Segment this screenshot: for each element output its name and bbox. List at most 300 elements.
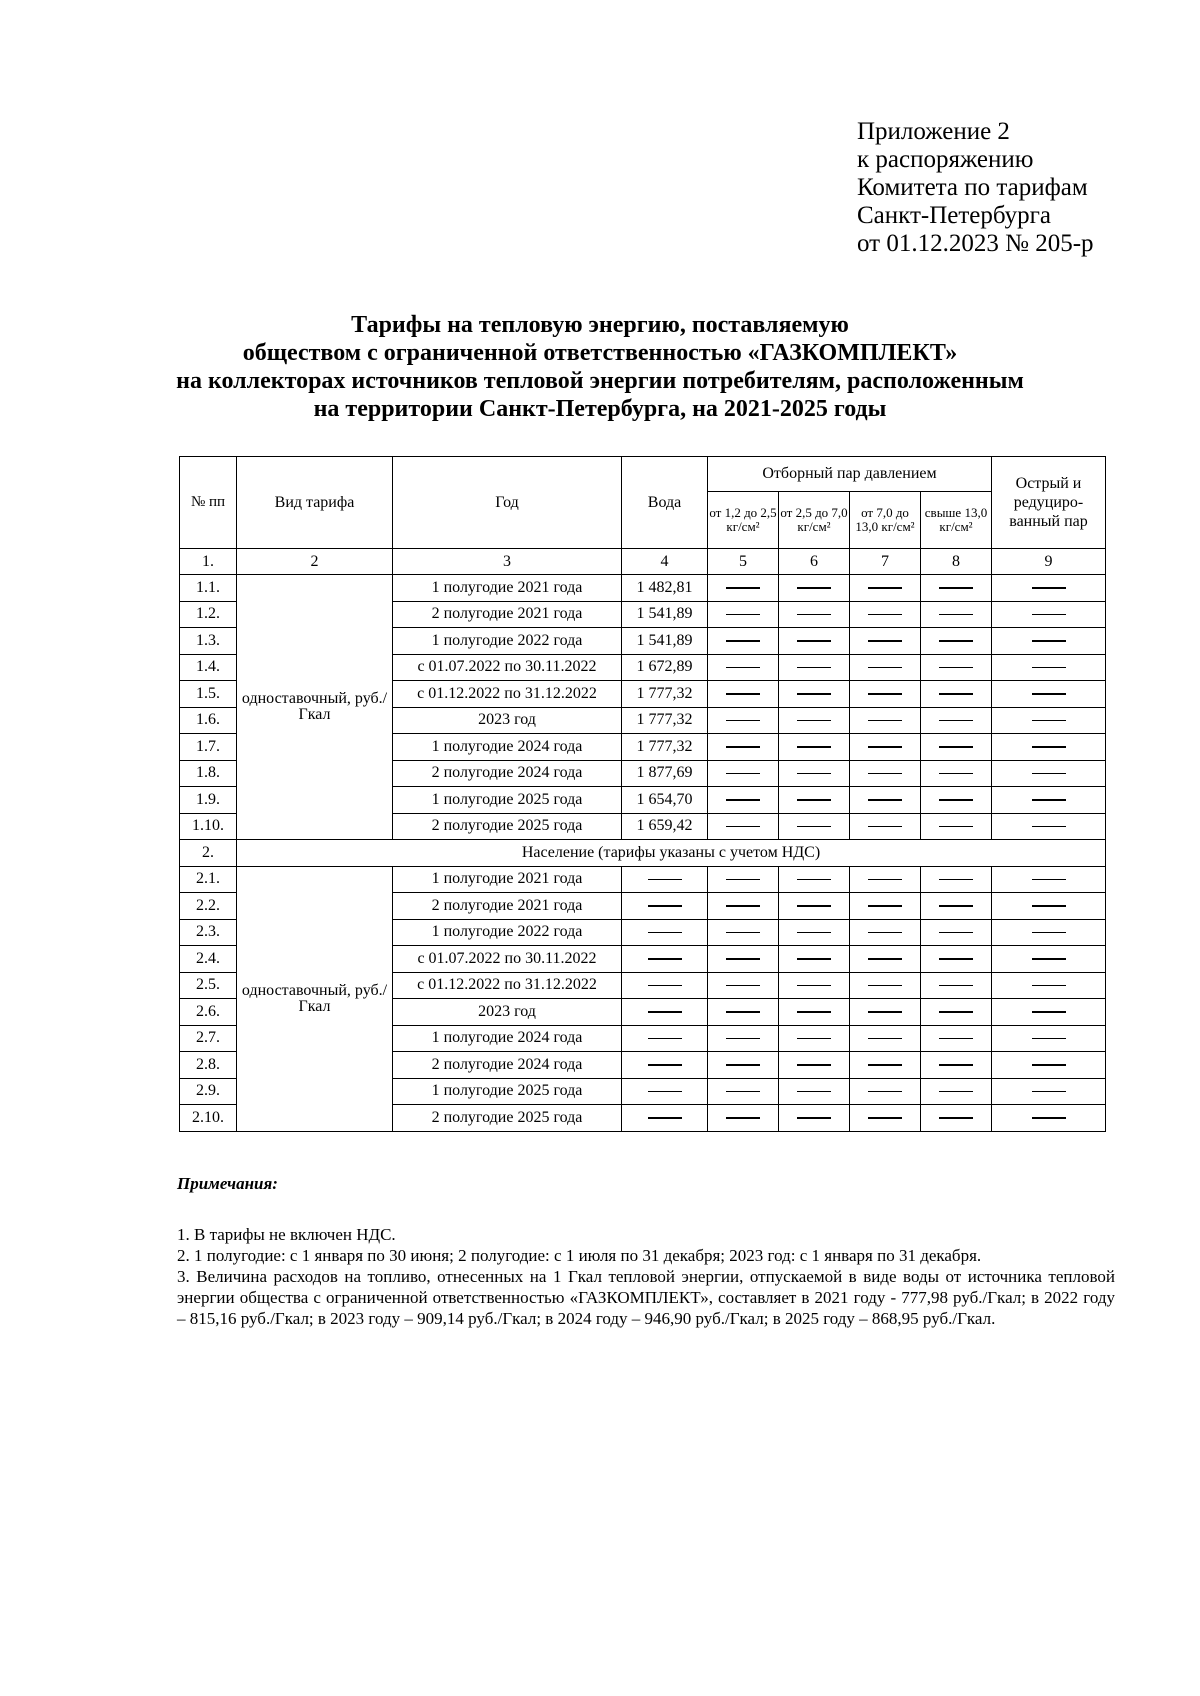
header-pressure-3: от 7,0 до 13,0 кг/см² [850, 492, 921, 549]
column-index-cell: 5 [708, 549, 779, 575]
empty-value-cell [850, 681, 921, 708]
dash-mark [726, 1091, 760, 1093]
dash-mark [939, 826, 973, 828]
empty-value-cell [779, 707, 850, 734]
dash-mark [648, 1117, 682, 1119]
dash-mark [868, 1117, 902, 1119]
dash-mark [1032, 587, 1066, 589]
dash-mark [939, 746, 973, 748]
empty-value-cell [779, 893, 850, 920]
empty-value-cell [708, 760, 779, 787]
empty-value-cell [708, 575, 779, 602]
dash-mark [648, 958, 682, 960]
empty-value-cell [779, 999, 850, 1026]
row-number-cell: 1.10. [180, 813, 237, 840]
empty-value-cell [921, 681, 992, 708]
period-cell: с 01.12.2022 по 31.12.2022 [393, 681, 622, 708]
empty-value-cell [708, 999, 779, 1026]
header-year: Год [393, 457, 622, 549]
empty-value-cell [992, 1025, 1106, 1052]
dash-mark [726, 614, 760, 616]
empty-value-cell [708, 893, 779, 920]
dash-mark [726, 640, 760, 642]
empty-value-cell [921, 601, 992, 628]
dash-mark [1032, 1117, 1066, 1119]
empty-value-cell [850, 628, 921, 655]
empty-value-cell [992, 866, 1106, 893]
row-number-cell: 1.5. [180, 681, 237, 708]
dash-mark [726, 1117, 760, 1119]
dash-mark [797, 1038, 831, 1040]
empty-value-cell [779, 1105, 850, 1132]
dash-mark [1032, 1064, 1066, 1066]
dash-mark [868, 1011, 902, 1013]
empty-value-cell [708, 919, 779, 946]
dash-mark [648, 1091, 682, 1093]
dash-mark [797, 587, 831, 589]
dash-mark [726, 1011, 760, 1013]
period-cell: 1 полугодие 2025 года [393, 787, 622, 814]
row-number-cell: 1.9. [180, 787, 237, 814]
dash-mark [797, 640, 831, 642]
empty-value-cell [850, 919, 921, 946]
empty-value-cell [779, 654, 850, 681]
dash-mark [868, 879, 902, 881]
dash-mark [1032, 1091, 1066, 1093]
empty-value-cell [622, 972, 708, 999]
row-number-cell: 2.1. [180, 866, 237, 893]
empty-value-cell [850, 1078, 921, 1105]
dash-mark [868, 799, 902, 801]
dash-mark [939, 799, 973, 801]
section-label-cell: Население (тарифы указаны с учетом НДС) [237, 840, 1106, 867]
dash-mark [726, 985, 760, 987]
period-cell: 1 полугодие 2024 года [393, 734, 622, 761]
period-cell: с 01.07.2022 по 30.11.2022 [393, 946, 622, 973]
empty-value-cell [850, 1025, 921, 1052]
header-num: № пп [180, 457, 237, 549]
dash-mark [939, 1091, 973, 1093]
title-line: на коллекторах источников тепловой энергии потребителям, расположенным [176, 368, 1024, 394]
column-index-cell: 7 [850, 549, 921, 575]
empty-value-cell [850, 866, 921, 893]
empty-value-cell [708, 734, 779, 761]
period-cell: 2 полугодие 2021 года [393, 601, 622, 628]
dash-mark [939, 1117, 973, 1119]
empty-value-cell [921, 1078, 992, 1105]
dash-mark [726, 667, 760, 669]
dash-mark [868, 746, 902, 748]
dash-mark [939, 773, 973, 775]
empty-value-cell [850, 946, 921, 973]
row-number-cell: 1.1. [180, 575, 237, 602]
empty-value-cell [779, 919, 850, 946]
header-pressure-1: от 1,2 до 2,5 кг/см² [708, 492, 779, 549]
empty-value-cell [622, 866, 708, 893]
period-cell: 2 полугодие 2025 года [393, 813, 622, 840]
dash-mark [939, 587, 973, 589]
empty-value-cell [779, 575, 850, 602]
notes-section [177, 1173, 1115, 1329]
dash-mark [1032, 773, 1066, 775]
dash-mark [868, 826, 902, 828]
empty-value-cell [992, 601, 1106, 628]
dash-mark [1032, 879, 1066, 881]
empty-value-cell [992, 760, 1106, 787]
empty-value-cell [708, 654, 779, 681]
column-index-cell: 4 [622, 549, 708, 575]
empty-value-cell [779, 734, 850, 761]
annex-line: Санкт-Петербурга [857, 202, 1052, 229]
dash-mark [797, 932, 831, 934]
dash-mark [726, 720, 760, 722]
empty-value-cell [921, 1105, 992, 1132]
dash-mark [797, 1117, 831, 1119]
dash-mark [868, 958, 902, 960]
empty-value-cell [708, 1078, 779, 1105]
dash-mark [1032, 799, 1066, 801]
dash-mark [726, 932, 760, 934]
section-row [180, 840, 1106, 867]
empty-value-cell [921, 919, 992, 946]
annex-block [857, 118, 1094, 258]
dash-mark [797, 985, 831, 987]
empty-value-cell [850, 601, 921, 628]
column-index-cell: 2 [237, 549, 393, 575]
column-index-row [180, 549, 1106, 575]
dash-mark [939, 614, 973, 616]
dash-mark [868, 640, 902, 642]
dash-mark [939, 879, 973, 881]
period-cell: 1 полугодие 2022 года [393, 628, 622, 655]
dash-mark [939, 640, 973, 642]
title-line: обществом с ограниченной ответственностью «ГАЗКОМПЛЕКТ» [242, 340, 958, 366]
column-index-cell: 9 [992, 549, 1106, 575]
dash-mark [868, 720, 902, 722]
dash-mark [868, 1091, 902, 1093]
dash-mark [648, 1011, 682, 1013]
annex-line: Комитета по тарифам [857, 174, 1088, 201]
empty-value-cell [622, 919, 708, 946]
empty-value-cell [779, 1025, 850, 1052]
dash-mark [648, 1064, 682, 1066]
empty-value-cell [850, 787, 921, 814]
row-number-cell: 2.9. [180, 1078, 237, 1105]
column-index-cell: 1. [180, 549, 237, 575]
empty-value-cell [708, 866, 779, 893]
dash-mark [797, 1091, 831, 1093]
document-title [150, 311, 1050, 423]
dash-mark [1032, 1038, 1066, 1040]
period-cell: 1 полугодие 2025 года [393, 1078, 622, 1105]
empty-value-cell [708, 787, 779, 814]
water-tariff-cell: 1 777,32 [622, 734, 708, 761]
row-number-cell: 2.10. [180, 1105, 237, 1132]
dash-mark [939, 958, 973, 960]
dash-mark [1032, 640, 1066, 642]
period-cell: с 01.07.2022 по 30.11.2022 [393, 654, 622, 681]
empty-value-cell [708, 681, 779, 708]
dash-mark [1032, 905, 1066, 907]
empty-value-cell [992, 919, 1106, 946]
empty-value-cell [921, 787, 992, 814]
column-index-cell: 6 [779, 549, 850, 575]
empty-value-cell [921, 1052, 992, 1079]
dash-mark [1032, 693, 1066, 695]
water-tariff-cell: 1 877,69 [622, 760, 708, 787]
period-cell: 2 полугодие 2024 года [393, 760, 622, 787]
dash-mark [1032, 614, 1066, 616]
empty-value-cell [779, 972, 850, 999]
water-tariff-cell: 1 777,32 [622, 681, 708, 708]
empty-value-cell [921, 813, 992, 840]
empty-value-cell [992, 946, 1106, 973]
row-number-cell: 2.4. [180, 946, 237, 973]
dash-mark [1032, 826, 1066, 828]
empty-value-cell [921, 999, 992, 1026]
row-number-cell: 1.4. [180, 654, 237, 681]
water-tariff-cell: 1 541,89 [622, 628, 708, 655]
dash-mark [939, 932, 973, 934]
dash-mark [797, 879, 831, 881]
dash-mark [868, 667, 902, 669]
empty-value-cell [708, 1025, 779, 1052]
dash-mark [868, 587, 902, 589]
tariff-table [179, 456, 1106, 1132]
table-row [180, 866, 1106, 893]
note-item: 1. В тарифы не включен НДС. [177, 1225, 396, 1244]
empty-value-cell [708, 1052, 779, 1079]
dash-mark [648, 879, 682, 881]
header-tariff-kind: Вид тарифа [237, 457, 393, 549]
empty-value-cell [921, 707, 992, 734]
empty-value-cell [779, 946, 850, 973]
dash-mark [939, 985, 973, 987]
empty-value-cell [708, 628, 779, 655]
dash-mark [797, 905, 831, 907]
dash-mark [797, 773, 831, 775]
header-pressure-2: от 2,5 до 7,0 кг/см² [779, 492, 850, 549]
dash-mark [868, 905, 902, 907]
annex-line: Приложение 2 [857, 118, 1010, 145]
period-cell: 1 полугодие 2021 года [393, 866, 622, 893]
row-number-cell: 1.7. [180, 734, 237, 761]
empty-value-cell [992, 734, 1106, 761]
dash-mark [1032, 720, 1066, 722]
dash-mark [726, 587, 760, 589]
empty-value-cell [921, 893, 992, 920]
empty-value-cell [779, 866, 850, 893]
dash-mark [726, 773, 760, 775]
empty-value-cell [622, 1052, 708, 1079]
dash-mark [797, 614, 831, 616]
row-number-cell: 2.3. [180, 919, 237, 946]
empty-value-cell [850, 1052, 921, 1079]
dash-mark [726, 799, 760, 801]
dash-mark [1032, 1011, 1066, 1013]
empty-value-cell [779, 1078, 850, 1105]
dash-mark [797, 667, 831, 669]
title-line: на территории Санкт-Петербурга, на 2021-2025 годы [313, 396, 887, 422]
dash-mark [939, 1011, 973, 1013]
dash-mark [797, 958, 831, 960]
empty-value-cell [992, 999, 1106, 1026]
dash-mark [648, 932, 682, 934]
empty-value-cell [708, 707, 779, 734]
water-tariff-cell: 1 482,81 [622, 575, 708, 602]
tariff-kind-cell: одноставочный, руб./Гкал [237, 866, 393, 1131]
dash-mark [868, 985, 902, 987]
water-tariff-cell: 1 659,42 [622, 813, 708, 840]
empty-value-cell [921, 628, 992, 655]
row-number-cell: 2.5. [180, 972, 237, 999]
dash-mark [648, 1038, 682, 1040]
notes-heading: Примечания: [177, 1174, 278, 1193]
empty-value-cell [622, 1078, 708, 1105]
dash-mark [797, 746, 831, 748]
empty-value-cell [779, 1052, 850, 1079]
empty-value-cell [921, 734, 992, 761]
empty-value-cell [850, 575, 921, 602]
dash-mark [939, 1064, 973, 1066]
empty-value-cell [622, 1025, 708, 1052]
dash-mark [726, 879, 760, 881]
header-water: Вода [622, 457, 708, 549]
row-number-cell: 2.8. [180, 1052, 237, 1079]
empty-value-cell [992, 707, 1106, 734]
note-item: 2. 1 полугодие: с 1 января по 30 июня; 2 полугодие: с 1 июля по 31 декабря; 2023 год: с 1 января по 31 декабря. [177, 1246, 982, 1265]
water-tariff-cell: 1 541,89 [622, 601, 708, 628]
empty-value-cell [992, 575, 1106, 602]
empty-value-cell [850, 893, 921, 920]
dash-mark [1032, 667, 1066, 669]
empty-value-cell [992, 628, 1106, 655]
dash-mark [797, 1011, 831, 1013]
period-cell: 2 полугодие 2025 года [393, 1105, 622, 1132]
period-cell: 1 полугодие 2024 года [393, 1025, 622, 1052]
empty-value-cell [708, 972, 779, 999]
empty-value-cell [708, 813, 779, 840]
row-number-cell: 1.8. [180, 760, 237, 787]
dash-mark [726, 693, 760, 695]
dash-mark [868, 1038, 902, 1040]
header-sharp-steam: Острый и редуциро-ванный пар [992, 457, 1106, 549]
section-number-cell: 2. [180, 840, 237, 867]
title-line: Тарифы на тепловую энергию, поставляемую [351, 312, 849, 338]
column-index-cell: 8 [921, 549, 992, 575]
dash-mark [868, 773, 902, 775]
dash-mark [726, 1064, 760, 1066]
note-item: 3. Величина расходов на топливо, отнесенных на 1 Гкал тепловой энергии, отпускаемой в виде воды от источника тепловой энергии общества с ограниченной ответственностью «ГАЗКОМПЛЕКТ», составляет в 2021 году - 777,98 руб./Гкал; в 2022 году – 815,16 руб./Гкал; в 2023 году – 909,14 руб./Гкал; в 2024 году – 946,90 руб./Гкал; в 2025 году – 868,95 руб./Гкал. [177, 1267, 1115, 1328]
dash-mark [868, 614, 902, 616]
empty-value-cell [708, 946, 779, 973]
dash-mark [868, 693, 902, 695]
period-cell: 2023 год [393, 707, 622, 734]
dash-mark [726, 826, 760, 828]
dash-mark [797, 799, 831, 801]
empty-value-cell [850, 1105, 921, 1132]
tariff-kind-cell: одноставочный, руб./Гкал [237, 575, 393, 840]
water-tariff-cell: 1 777,32 [622, 707, 708, 734]
dash-mark [868, 932, 902, 934]
empty-value-cell [992, 1078, 1106, 1105]
empty-value-cell [622, 946, 708, 973]
empty-value-cell [622, 893, 708, 920]
empty-value-cell [992, 654, 1106, 681]
dash-mark [726, 1038, 760, 1040]
empty-value-cell [622, 1105, 708, 1132]
period-cell: 1 полугодие 2022 года [393, 919, 622, 946]
empty-value-cell [850, 760, 921, 787]
empty-value-cell [850, 654, 921, 681]
empty-value-cell [850, 734, 921, 761]
table-row [180, 575, 1106, 602]
empty-value-cell [992, 681, 1106, 708]
dash-mark [648, 985, 682, 987]
row-number-cell: 2.7. [180, 1025, 237, 1052]
row-number-cell: 1.2. [180, 601, 237, 628]
dash-mark [726, 746, 760, 748]
dash-mark [1032, 746, 1066, 748]
annex-line: к распоряжению [857, 146, 1034, 173]
water-tariff-cell: 1 672,89 [622, 654, 708, 681]
row-number-cell: 2.6. [180, 999, 237, 1026]
empty-value-cell [779, 760, 850, 787]
empty-value-cell [850, 972, 921, 999]
column-index-cell: 3 [393, 549, 622, 575]
empty-value-cell [992, 972, 1106, 999]
empty-value-cell [921, 946, 992, 973]
period-cell: 2 полугодие 2024 года [393, 1052, 622, 1079]
empty-value-cell [992, 1105, 1106, 1132]
dash-mark [1032, 985, 1066, 987]
header-pressure-4: свыше 13,0 кг/см² [921, 492, 992, 549]
empty-value-cell [921, 654, 992, 681]
empty-value-cell [850, 707, 921, 734]
empty-value-cell [992, 1052, 1106, 1079]
dash-mark [939, 667, 973, 669]
row-number-cell: 2.2. [180, 893, 237, 920]
dash-mark [797, 720, 831, 722]
empty-value-cell [779, 628, 850, 655]
row-number-cell: 1.3. [180, 628, 237, 655]
empty-value-cell [708, 1105, 779, 1132]
dash-mark [797, 693, 831, 695]
dash-mark [868, 1064, 902, 1066]
dash-mark [1032, 932, 1066, 934]
dash-mark [939, 1038, 973, 1040]
dash-mark [797, 1064, 831, 1066]
dash-mark [797, 826, 831, 828]
period-cell: 1 полугодие 2021 года [393, 575, 622, 602]
dash-mark [1032, 958, 1066, 960]
empty-value-cell [622, 999, 708, 1026]
period-cell: с 01.12.2022 по 31.12.2022 [393, 972, 622, 999]
empty-value-cell [921, 1025, 992, 1052]
empty-value-cell [921, 866, 992, 893]
empty-value-cell [779, 787, 850, 814]
empty-value-cell [921, 760, 992, 787]
dash-mark [726, 905, 760, 907]
empty-value-cell [779, 681, 850, 708]
dash-mark [939, 693, 973, 695]
header-extraction-steam: Отборный пар давлением [708, 457, 992, 492]
row-number-cell: 1.6. [180, 707, 237, 734]
empty-value-cell [992, 813, 1106, 840]
empty-value-cell [850, 999, 921, 1026]
empty-value-cell [779, 601, 850, 628]
empty-value-cell [921, 972, 992, 999]
